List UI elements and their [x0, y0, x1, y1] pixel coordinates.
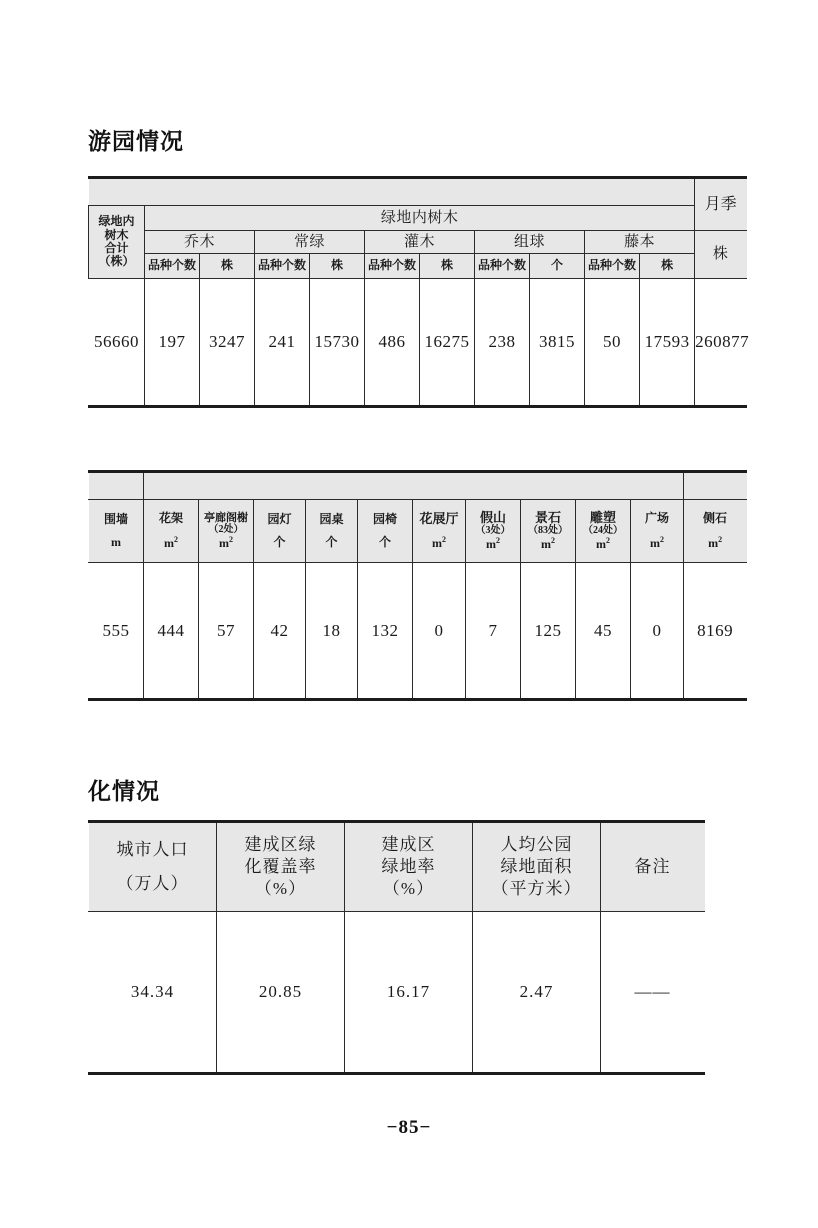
cell-changlv-count: 15730	[310, 279, 365, 407]
header-cell-zuqiu-varieties: 品种个数	[475, 254, 530, 279]
cell-tengben-count: 17593	[640, 279, 695, 407]
header-label-tree-total-l1: 绿地内	[98, 214, 135, 229]
header-label-yuanzhuo: 园桌	[319, 511, 344, 526]
table-row-species-subheaders	[89, 254, 747, 279]
table-row-species-groups	[89, 231, 747, 254]
table-facilities-grid	[88, 470, 747, 701]
table-row-group-title	[89, 206, 747, 231]
section-heading-youyuan: 游园情况	[88, 128, 184, 154]
cell-yueji: 260877	[695, 279, 747, 407]
header-cell-changlv-varieties: 品种个数	[255, 254, 310, 279]
header-cell-park-area-per-capita	[473, 822, 601, 912]
header-cell-guanmu-varieties: 品种个数	[365, 254, 420, 279]
cell-yuanzhuo: 18	[306, 563, 358, 700]
header-unit-ceshi: $m^2$	[708, 534, 723, 550]
header-cell-qiaomu-varieties: 品种个数	[145, 254, 200, 279]
continuation-blank-cell-2b	[144, 472, 684, 500]
header-label-green-coverage-l1: 建成区绿	[244, 834, 317, 854]
cell-guanmu-count: 16275	[420, 279, 475, 407]
header-cell-tengben-varieties: 品种个数	[585, 254, 640, 279]
header-label-green-land-l3: （%）	[382, 879, 435, 899]
header-cell-guanmu-count: 株	[420, 254, 475, 279]
header-cell-yueji	[695, 178, 747, 231]
header-cell-huajia	[144, 500, 199, 563]
cell-huazhanting: 0	[413, 563, 466, 700]
continuation-blank-cell-2c	[684, 472, 747, 500]
header-unit-tinglanggexie: $m^2$	[219, 534, 233, 550]
cell-park-area-per-capita: 2.47	[473, 912, 601, 1074]
header-cell-tree-total	[89, 206, 145, 279]
cell-tengben-varieties: 50	[585, 279, 640, 407]
cell-yuandeng: 42	[254, 563, 306, 700]
header-label-city-population-l1: 城市人口	[116, 839, 189, 859]
table-city	[88, 820, 708, 1075]
continuation-blank-cell	[89, 178, 695, 206]
table-city-grid	[88, 820, 705, 1075]
header-unit-huazhanting: $m^2$	[432, 535, 446, 551]
table-row-city-data	[89, 912, 705, 1074]
header-cell-changlv: 常绿	[255, 231, 365, 254]
header-cell-zuqiu: 组球	[475, 231, 585, 254]
header-cell-trees-group: 绿地内树木	[145, 206, 695, 231]
header-cell-guanmu: 灌木	[365, 231, 475, 254]
header-label-guangchang: 广场	[645, 511, 670, 526]
header-label-diaosu: 雕塑	[589, 509, 616, 525]
header-note-jingshi: （83处）	[528, 525, 568, 537]
cell-qiaomu-count: 3247	[200, 279, 255, 407]
cell-yuanyi: 132	[358, 563, 413, 700]
table-row-city-header	[89, 822, 705, 912]
header-cell-jiashan	[466, 500, 521, 563]
table-trees-grid	[88, 176, 750, 408]
cell-weiqiang: 555	[89, 563, 144, 700]
header-note-tinglanggexie: （2处）	[208, 524, 244, 536]
header-label-weiqiang: 围墙	[103, 511, 128, 526]
header-unit-jingshi: $m^2$	[541, 535, 555, 551]
header-label-tree-total-l4: （株）	[98, 254, 135, 269]
cell-diaosu: 45	[576, 563, 631, 700]
header-cell-tengben: 藤本	[585, 231, 695, 254]
header-cell-qiaomu-count: 株	[200, 254, 255, 279]
header-label-green-coverage-l3: （%）	[254, 879, 307, 899]
header-unit-diaosu: $m^2$	[596, 535, 610, 551]
table-row-continuation	[89, 178, 747, 206]
section-heading-huaqingkuang: 化情况	[88, 778, 160, 804]
header-note-jiashan: （3处）	[475, 525, 511, 537]
header-label-city-population-l2: （万人）	[116, 874, 189, 893]
cell-changlv-varieties: 241	[255, 279, 310, 407]
header-cell-yuanyi	[358, 500, 413, 563]
cell-tree-total: 56660	[89, 279, 145, 407]
header-cell-zuqiu-count: 个	[530, 254, 585, 279]
header-cell-remarks: 备注	[601, 822, 705, 912]
cell-zuqiu-varieties: 238	[475, 279, 530, 407]
header-label-yueji: 月季	[704, 195, 737, 213]
cell-tinglanggexie: 57	[199, 563, 254, 700]
header-unit-yuanzhuo: 个	[325, 535, 338, 549]
table-row-continuation-2	[89, 472, 747, 500]
table-row-trees-data	[89, 279, 747, 407]
header-label-jiashan: 假山	[479, 509, 506, 525]
header-cell-yuanzhuo	[306, 500, 358, 563]
cell-huajia: 444	[144, 563, 199, 700]
continuation-blank-cell-2	[89, 472, 144, 500]
header-label-green-coverage-l2: 化覆盖率	[244, 856, 317, 876]
cell-green-coverage-rate: 20.85	[217, 912, 345, 1074]
cell-guangchang: 0	[631, 563, 684, 700]
table-row-facilities-data	[89, 563, 747, 700]
header-cell-qiaomu: 乔木	[145, 231, 255, 254]
cell-guanmu-varieties: 486	[365, 279, 420, 407]
header-label-tinglanggexie: 亭廊阁榭	[204, 512, 248, 525]
header-label-ceshi: 侧石	[703, 511, 728, 526]
cell-remarks: ——	[601, 912, 705, 1074]
cell-ceshi: 8169	[684, 563, 747, 700]
header-label-park-area-l1: 人均公园	[500, 834, 573, 854]
header-cell-huazhanting	[413, 500, 466, 563]
header-cell-tinglanggexie	[199, 500, 254, 563]
cell-jiashan: 7	[466, 563, 521, 700]
header-label-jingshi: 景石	[534, 509, 561, 525]
page-number: −85−	[386, 1117, 432, 1138]
header-unit-huajia: $m^2$	[164, 534, 178, 550]
header-unit-weiqiang: m	[111, 535, 121, 549]
table-row-facilities-header	[89, 500, 747, 563]
cell-green-land-rate: 16.17	[345, 912, 473, 1074]
header-cell-yuandeng	[254, 500, 306, 563]
cell-zuqiu-count: 3815	[530, 279, 585, 407]
header-label-tree-total-l2: 树木	[104, 227, 129, 242]
header-label-huazhanting: 花展厅	[419, 510, 459, 526]
header-cell-city-population	[89, 822, 217, 912]
header-note-diaosu: （24处）	[583, 525, 623, 537]
header-cell-guangchang	[631, 500, 684, 563]
table-trees	[88, 176, 750, 408]
header-label-green-land-l2: 绿地率	[381, 856, 436, 876]
header-label-park-area-l3: （平方米）	[491, 879, 582, 899]
header-label-huajia: 花架	[158, 511, 183, 526]
header-unit-yuandeng: 个	[273, 535, 286, 549]
header-label-tree-total-l3: 合计	[104, 241, 129, 255]
header-unit-jiashan: $m^2$	[486, 535, 500, 551]
header-cell-tengben-count: 株	[640, 254, 695, 279]
header-cell-ceshi	[684, 500, 747, 563]
table-facilities	[88, 470, 750, 701]
header-cell-changlv-count: 株	[310, 254, 365, 279]
header-cell-green-coverage-rate	[217, 822, 345, 912]
header-cell-green-land-rate	[345, 822, 473, 912]
header-cell-jingshi	[521, 500, 576, 563]
header-unit-guangchang: $m^2$	[650, 534, 665, 550]
header-cell-diaosu	[576, 500, 631, 563]
header-label-yuandeng: 园灯	[267, 511, 292, 526]
cell-jingshi: 125	[521, 563, 576, 700]
cell-city-population: 34.34	[89, 912, 217, 1074]
header-label-yuanyi: 园椅	[372, 511, 397, 526]
header-cell-weiqiang	[89, 500, 144, 563]
header-label-park-area-l2: 绿地面积	[500, 856, 573, 876]
header-unit-yuanyi: 个	[378, 535, 391, 549]
header-label-green-land-l1: 建成区	[381, 834, 436, 854]
cell-qiaomu-varieties: 197	[145, 279, 200, 407]
header-cell-yueji-unit: 株	[695, 231, 747, 279]
